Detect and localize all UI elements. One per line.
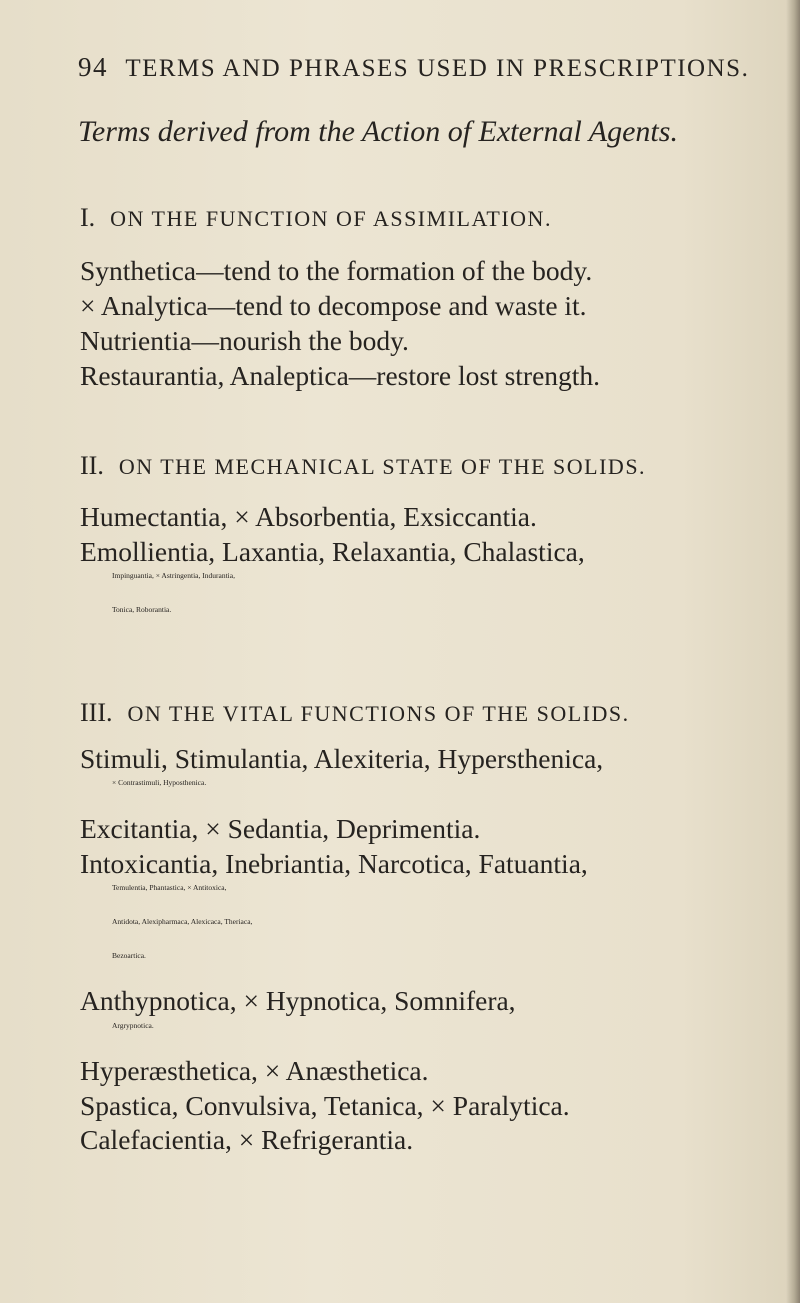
term-line: Intoxicantia, Inebriantia, Narcotica, Fatuantia,: [80, 848, 588, 879]
term-line: × Contrastimuli, Hyposthenica.: [112, 778, 207, 787]
section-heading-2: [80, 451, 780, 481]
term-line: Nutrientia—nourish the body.: [80, 325, 409, 356]
section-numeral: III.: [80, 698, 113, 727]
term-line: Emollientia, Laxantia, Relaxantia, Chalastica,: [80, 536, 585, 567]
page-edge-shadow: [786, 0, 800, 1303]
page-number: 94: [78, 52, 108, 82]
term-line: Temulentia, Phantastica, × Antitoxica,: [112, 883, 227, 892]
term-line: Bezoartica.: [112, 951, 146, 960]
term-line: Antidota, Alexipharmaca, Alexicaca, Theriaca,: [112, 917, 253, 926]
term-line: Stimuli, Stimulantia, Alexiteria, Hypersthenica,: [80, 743, 604, 774]
term-line: Spastica, Convulsiva, Tetanica, × Paralytica.: [80, 1090, 570, 1121]
section-heading-3: [80, 698, 780, 728]
section-heading-text: ON THE FUNCTION OF ASSIMILATION.: [110, 206, 552, 231]
section-numeral: I.: [80, 203, 96, 232]
section-title: Terms derived from the Action of External Agents.: [78, 115, 678, 148]
term-line: Restaurantia, Analeptica—restore lost strength.: [80, 360, 601, 391]
running-title: TERMS AND PHRASES USED IN PRESCRIPTIONS.: [125, 55, 750, 82]
term-line: Argrypnotica.: [112, 1021, 154, 1030]
section-heading-text: ON THE VITAL FUNCTIONS OF THE SOLIDS.: [127, 701, 630, 726]
term-line: × Analytica—tend to decompose and waste it.: [80, 290, 587, 321]
term-line: Excitantia, × Sedantia, Deprimentia.: [80, 813, 481, 844]
section-numeral: II.: [80, 451, 104, 480]
term-line: Anthypnotica, × Hypnotica, Somnifera,: [80, 985, 516, 1016]
term-line: Tonica, Roborantia.: [112, 605, 172, 614]
term-line: Impinguantia, × Astringentia, Indurantia,: [112, 571, 235, 580]
section-heading-text: ON THE MECHANICAL STATE OF THE SOLIDS.: [118, 454, 647, 479]
term-line: Humectantia, × Absorbentia, Exsiccantia.: [80, 501, 537, 532]
running-header: [78, 52, 758, 83]
section-heading-1: [80, 203, 780, 233]
term-line: Synthetica—tend to the formation of the body.: [80, 255, 593, 286]
term-line: Hyperæsthetica, × Anæsthetica.: [80, 1055, 429, 1086]
term-line: Calefacientia, × Refrigerantia.: [80, 1124, 414, 1155]
